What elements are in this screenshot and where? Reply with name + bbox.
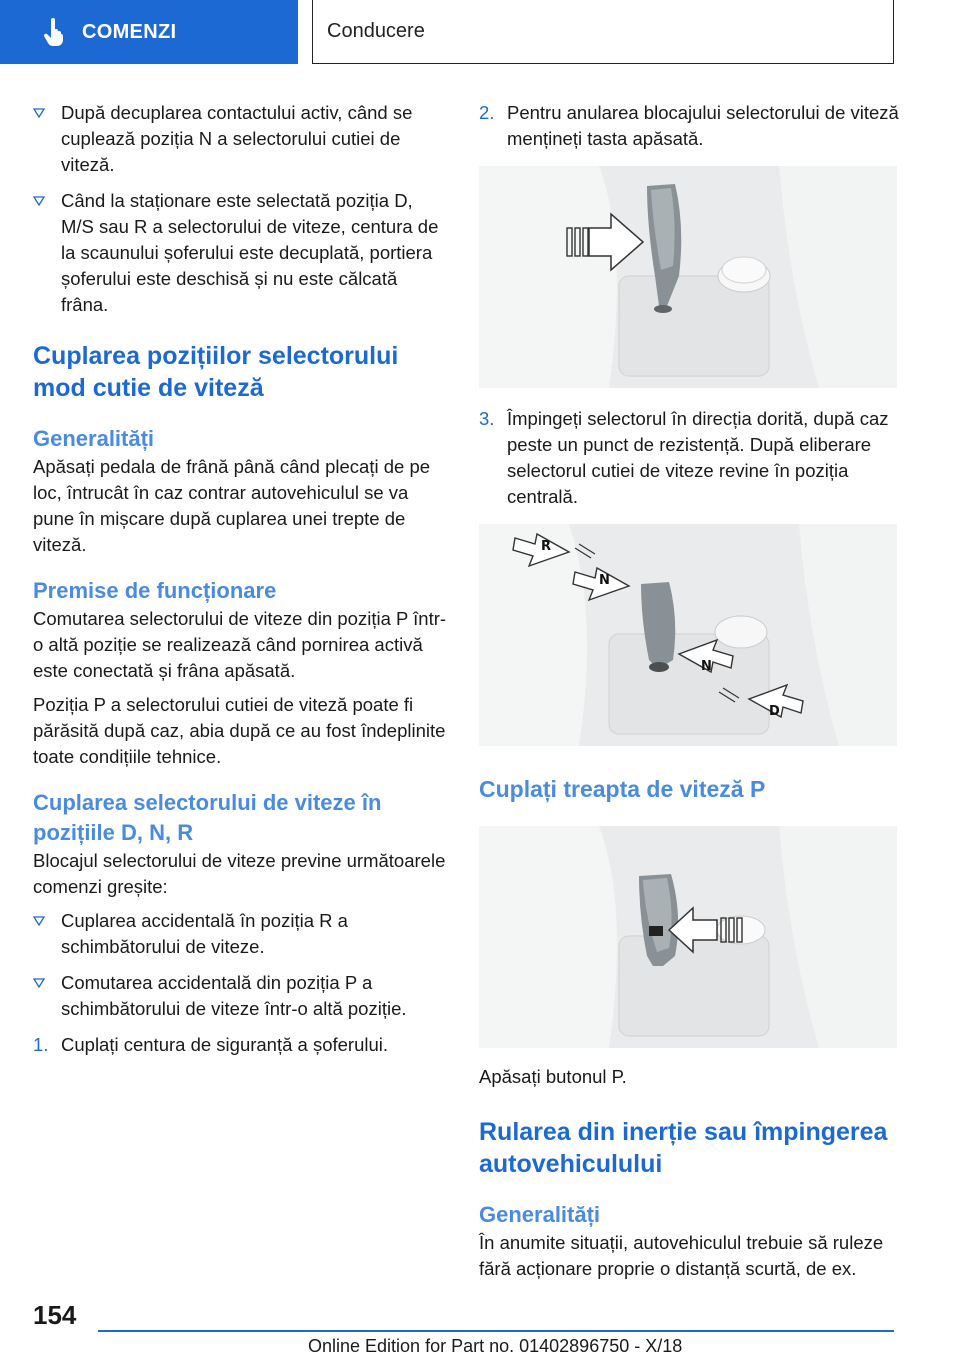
list-item	[33, 188, 448, 318]
step-number: 2.	[479, 102, 495, 123]
list-item-text: Cuplarea accidentală în poziția R a schimbătorului de viteze.	[61, 910, 348, 957]
step-number: 3.	[479, 408, 495, 429]
step-item	[33, 1032, 448, 1058]
gear-selector-unlock-image	[479, 166, 897, 388]
park-button-image	[479, 826, 897, 1048]
left-column	[33, 100, 448, 1068]
gear-selector-positions-image	[479, 524, 897, 746]
footer-edition-text: Online Edition for Part no. 01402896750 - X/18	[308, 1336, 683, 1356]
section-title-rolling: Rularea din inerție sau împingerea autovehiculului	[479, 1118, 888, 1178]
step-text: Cuplați centura de siguranță a șoferului.	[61, 1034, 389, 1055]
rolling-text: În anumite situații, autovehiculul trebuie să ruleze fără acționare proprie o distanță scurtă, de ex.	[479, 1232, 884, 1279]
dnr-text: Blocajul selectorului de viteze previne următoarele comenzi greșite:	[33, 850, 446, 897]
hand-pointer-icon	[42, 18, 66, 46]
premise-text-1: Comutarea selectorului de viteze din poziția P într-o altă poziție se realizează când pornirea activă este conectată și frâna apăsată.	[33, 608, 447, 681]
step-item	[479, 406, 899, 510]
triangle-bullet-icon	[33, 100, 45, 127]
right-column	[479, 100, 899, 1290]
subheading-general: Generalități	[33, 426, 155, 451]
triangle-bullet-icon	[33, 970, 45, 997]
list-item	[33, 970, 448, 1022]
park-text: Apăsați butonul P.	[479, 1066, 627, 1087]
step-item	[479, 100, 899, 152]
footer-divider	[98, 1330, 894, 1332]
position-label-n-down: N	[701, 659, 712, 674]
tab-conducere[interactable]	[312, 0, 894, 64]
list-item-text: Când la staționare este selectată poziția D, M/S sau R a selectorului de viteze, centura de la scaunului șoferului este decuplată, portiera șoferului este deschisă și nu este călcată frâna.	[61, 190, 439, 315]
list-item	[33, 908, 448, 960]
position-label-r: R	[541, 539, 552, 554]
section-title: Cuplarea pozițiilor selectorului mod cutie de viteză	[33, 342, 399, 402]
position-label-d: D	[769, 704, 780, 719]
page-number: 154	[33, 1300, 77, 1330]
tab-conducere-label: Conducere	[327, 20, 425, 42]
premise-text-2: Poziția P a selectorului cutiei de viteză poate fi părăsită după caz, abia după ce au fost îndeplinite toate condițiile tehnice.	[33, 694, 446, 767]
step-text: Pentru anularea blocajului selectorului de viteză mențineți tasta apăsată.	[507, 102, 899, 149]
subheading-premise: Premise de funcționare	[33, 578, 277, 603]
list-item	[33, 100, 448, 178]
triangle-bullet-icon	[33, 188, 45, 215]
list-item-text: Comutarea accidentală din poziția P a schimbătorului de viteze într-o altă poziție.	[61, 972, 407, 1019]
step-text: Împingeți selectorul în direcția dorită, după caz peste un punct de rezistență. După eliberare selectorul cutiei de viteze revine în poziția centrală.	[507, 408, 889, 507]
subheading-park: Cuplați treapta de viteză P	[479, 776, 766, 802]
tab-comenzi-label: COMENZI	[82, 20, 177, 43]
subheading-rolling-general: Generalități	[479, 1202, 601, 1227]
subheading-dnr: Cuplarea selectorului de viteze în pozițiile D, N, R	[33, 790, 382, 845]
position-label-n-up: N	[599, 573, 610, 588]
list-item-text: După decuplarea contactului activ, când se cuplează poziția N a selectorului cutiei de viteză.	[61, 102, 413, 175]
step-number: 1.	[33, 1034, 49, 1055]
general-text: Apăsați pedala de frână până când plecați de pe loc, întrucât în caz contrar autovehiculul se va pune în mișcare după cuplarea unei trepte de viteză.	[33, 456, 431, 555]
tab-comenzi[interactable]	[0, 0, 298, 64]
triangle-bullet-icon	[33, 908, 45, 935]
